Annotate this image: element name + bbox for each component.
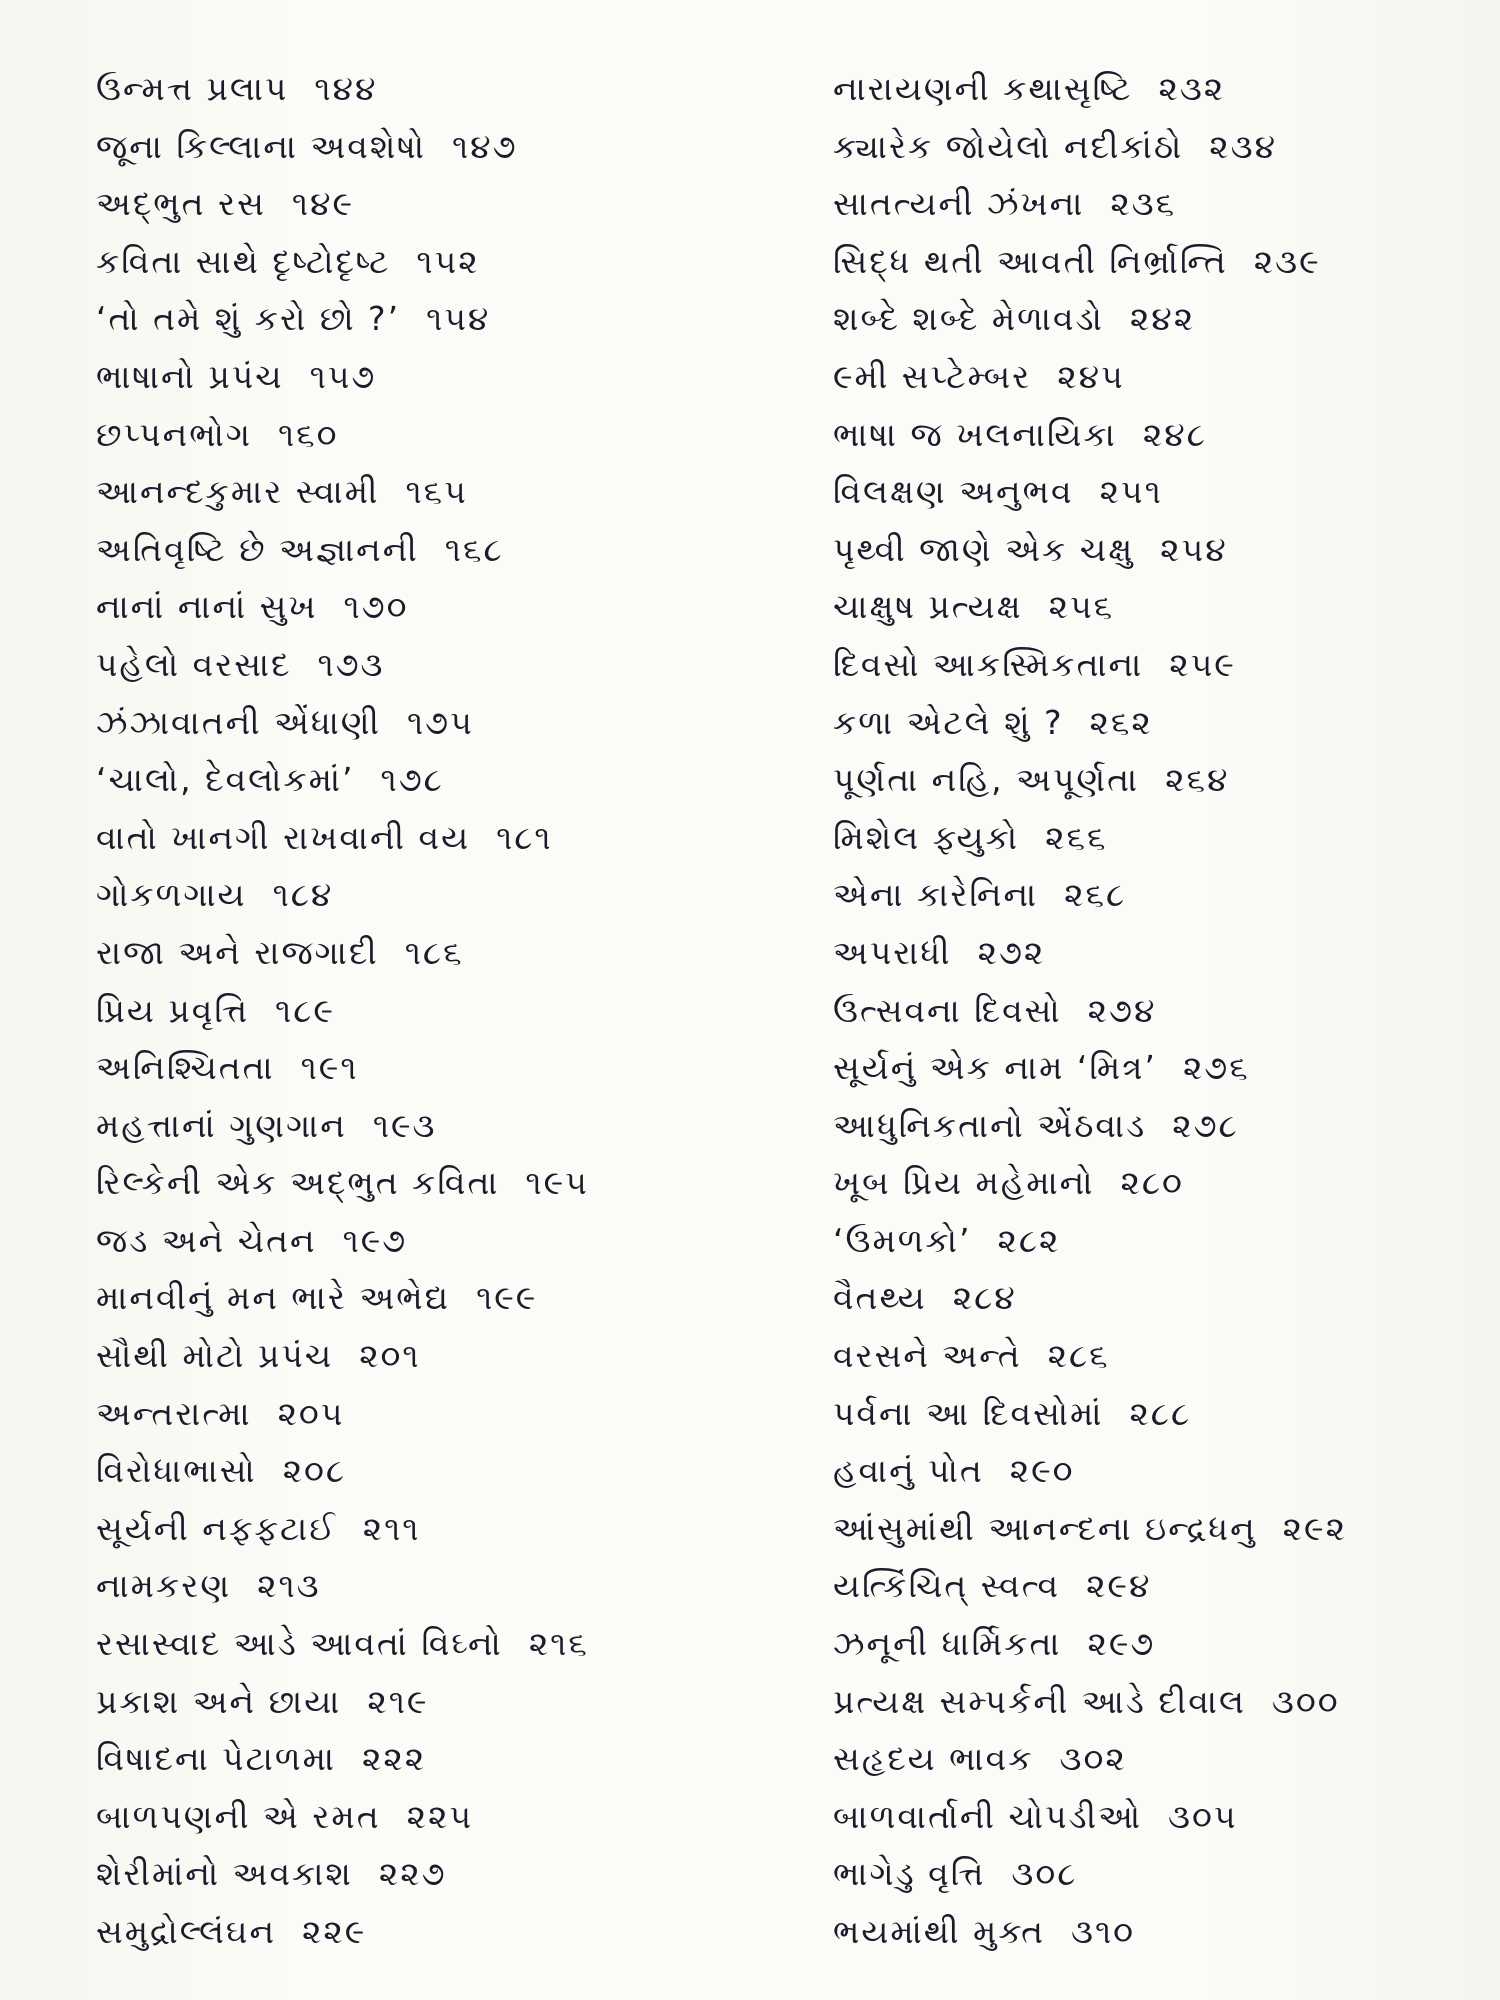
contents-entry (833, 924, 1433, 982)
entry-title: બાળવાર્તાની ચોપડીઓ (833, 1796, 1143, 1836)
entry-title: ઝનૂની ધાર્મિકતા (833, 1624, 1062, 1664)
entry-title: ‘ઉમળકો’ (833, 1220, 972, 1260)
entry-page-number: ૧૫૭ (309, 356, 377, 396)
entry-page-number: ૨૦૫ (277, 1393, 345, 1433)
entry-page-number: ૧૬૮ (444, 529, 504, 569)
entry-title: અદ્‌ભુત રસ (96, 184, 266, 224)
entry-title: છપ્પનભોગ (96, 414, 253, 454)
entry-title: વૈતથ્ય (833, 1278, 927, 1318)
entry-title: આધુનિકતાનો એંઠવાડ (833, 1105, 1147, 1145)
entry-title: કળા એટલે શું ? (833, 702, 1064, 742)
entry-title: ૯મી સપ્ટેમ્બર (833, 356, 1032, 396)
entry-title: સૂર્યનું એક નામ ‘મિત્ર’ (833, 1048, 1157, 1088)
entry-page-number: ૧૪૭ (452, 126, 518, 166)
entry-page-number: ૧૮૬ (404, 932, 464, 972)
contents-entry (96, 1615, 736, 1673)
entry-title: પ્રકાશ અને છાયા (96, 1681, 342, 1721)
contents-entry (833, 1500, 1433, 1558)
entry-title: વિષાદના પેટાળમા (96, 1739, 336, 1779)
contents-entry (833, 1557, 1433, 1615)
contents-entry (96, 578, 736, 636)
contents-entry (96, 1385, 736, 1443)
entry-page-number: ૨૭૮ (1172, 1105, 1239, 1145)
entry-title: પૂર્ણતા નહિ, અપૂર્ણતા (833, 760, 1140, 800)
entry-title: મહત્તાનાં ગુણગાન (96, 1105, 347, 1145)
entry-title: વિલક્ષણ અનુભવ (833, 472, 1074, 512)
entry-page-number: ૨૧૯ (367, 1681, 429, 1721)
contents-entry (96, 751, 736, 809)
entry-page-number: ૧૭૮ (380, 760, 444, 800)
entry-page-number: ૨૧૩ (257, 1566, 321, 1606)
entry-title: ક્યારેક જોયેલો નદીકાંઠો (833, 126, 1184, 166)
entry-page-number: ૧૭૫ (407, 702, 474, 742)
contents-entry (96, 175, 736, 233)
entry-page-number: ૧૯૯ (476, 1278, 538, 1318)
entry-title: મિશેલ ફ્યુકો (833, 817, 1020, 857)
contents-entry (833, 1903, 1433, 1961)
contents-entry (833, 348, 1433, 406)
contents-entry (833, 1212, 1433, 1270)
entry-title: પૃથ્વી જાણે એક ચક્ષુ (833, 529, 1135, 569)
entry-title: દિવસો આકસ્મિકતાના (833, 644, 1144, 684)
entry-title: સહૃદય ભાવક (833, 1739, 1034, 1779)
contents-entry (96, 60, 736, 118)
entry-page-number: ૨૮૬ (1047, 1336, 1110, 1376)
contents-entry (96, 118, 736, 176)
entry-title: અતિવૃષ્ટિ છે અજ્ઞાનની (96, 529, 419, 569)
contents-entry (833, 1730, 1433, 1788)
entry-page-number: ૨૯૭ (1087, 1624, 1156, 1664)
entry-page-number: ૧૭૩ (317, 644, 385, 684)
entry-page-number: ૧૮૪ (272, 875, 334, 915)
entry-title: સમુદ્રોલ્લંઘન (96, 1912, 277, 1951)
entry-page-number: ૩૦૨ (1059, 1739, 1127, 1779)
contents-entry (833, 809, 1433, 867)
entry-title: પ્રત્યક્ષ સમ્પર્કની આડે દીવાલ (833, 1681, 1246, 1721)
entry-title: નાનાં નાનાં સુખ (96, 587, 318, 627)
contents-entry (96, 1557, 736, 1615)
entry-page-number: ૧૫૨ (416, 241, 480, 281)
entry-title: ભાષા જ ખલનાયિકા (833, 414, 1117, 454)
entry-page-number: ૧૭૦ (343, 587, 409, 627)
entry-page-number: ૨૯૨ (1282, 1508, 1347, 1548)
entry-page-number: ૨૮૪ (952, 1278, 1017, 1318)
contents-entry (96, 290, 736, 348)
contents-entry (833, 1845, 1433, 1903)
contents-entry (96, 348, 736, 406)
entry-page-number: ૨૯૦ (1009, 1451, 1075, 1491)
entry-page-number: ૨૬૨ (1089, 702, 1153, 742)
contents-entry (833, 694, 1433, 752)
entry-title: માનવીનું મન ભારે અભેદ્ય (96, 1278, 451, 1318)
entry-page-number: ૨૮૮ (1129, 1393, 1192, 1433)
contents-entry (96, 1212, 736, 1270)
contents-entry (833, 1327, 1433, 1385)
entry-title: સિદ્ધ થતી આવતી નિર્ભ્રાન્તિ (833, 241, 1228, 281)
entry-page-number: ૨૮૦ (1120, 1163, 1184, 1203)
contents-entry (96, 1673, 736, 1731)
entry-title: ચાક્ષુષ પ્રત્યક્ષ (833, 587, 1023, 627)
contents-entry (833, 751, 1433, 809)
contents-entry (833, 521, 1433, 579)
contents-entry (96, 233, 736, 291)
entry-title: પર્વના આ દિવસોમાં (833, 1393, 1104, 1433)
entry-page-number: ૨૮૨ (997, 1220, 1061, 1260)
contents-entry (833, 290, 1433, 348)
entry-page-number: ૨૪૨ (1129, 299, 1196, 339)
entry-page-number: ૨૩૯ (1253, 241, 1321, 281)
contents-entry (96, 636, 736, 694)
entry-title: એના કારેનિના (833, 875, 1039, 915)
contents-entry (96, 1039, 736, 1097)
entry-title: સૌથી મોટો પ્રપંચ (96, 1336, 334, 1376)
contents-entry (833, 233, 1433, 291)
entry-page-number: ૧૬૦ (278, 414, 339, 454)
entry-page-number: ૧૯૫ (525, 1163, 589, 1203)
entry-title: હવાનું પોત (833, 1451, 984, 1491)
entry-page-number: ૨૫૬ (1048, 587, 1115, 627)
entry-title: સૂર્યની નફફટાઈ (96, 1508, 337, 1548)
contents-entry (833, 118, 1433, 176)
entry-page-number: ૧૮૯ (275, 990, 335, 1030)
contents-entry (96, 1097, 736, 1155)
entry-title: નામકરણ (96, 1566, 232, 1606)
contents-entry (96, 924, 736, 982)
contents-right-column (833, 60, 1433, 1961)
entry-page-number: ૨૫૯ (1169, 644, 1236, 684)
entry-page-number: ૨૩૨ (1158, 69, 1226, 108)
entry-page-number: ૨૧૬ (528, 1624, 589, 1664)
contents-entry (833, 1442, 1433, 1500)
contents-entry (833, 1385, 1433, 1443)
entry-title: અન્તરાત્મા (96, 1393, 252, 1433)
entry-title: ઉન્મત્ત પ્રલાપ (96, 69, 289, 108)
entry-page-number: ૧૪૪ (314, 69, 378, 108)
entry-title: ‘ચાલો, દેવલોકમાં’ (96, 760, 355, 800)
contents-entry (833, 1097, 1433, 1155)
entry-page-number: ૨૦૮ (282, 1451, 347, 1491)
entry-title: આંસુમાંથી આનન્દના ઇન્દ્રધનુ (833, 1508, 1257, 1548)
contents-entry (833, 1269, 1433, 1327)
entry-page-number: ૩૦૦ (1271, 1681, 1340, 1721)
entry-title: ભયમાંથી મુક્ત (833, 1912, 1046, 1951)
entry-page-number: ૧૯૭ (342, 1220, 408, 1260)
entry-title: પહેલો વરસાદ (96, 644, 292, 684)
entry-page-number: ૨૫૪ (1160, 529, 1228, 569)
contents-entry (96, 1154, 736, 1212)
entry-title: અનિશ્ચિતતા (96, 1048, 275, 1088)
entry-page-number: ૨૩૪ (1209, 126, 1278, 166)
entry-page-number: ૨૧૧ (362, 1508, 421, 1548)
contents-entry (96, 1845, 736, 1903)
entry-title: રિલ્કેની એક અદ્‌ભુત કવિતા (96, 1163, 500, 1203)
contents-entry (96, 463, 736, 521)
contents-entry (96, 521, 736, 579)
entry-page-number: ૨૪૮ (1142, 414, 1207, 454)
entry-title: ઝંઝાવાતની એંધાણી (96, 702, 381, 742)
entry-page-number: ૨૨૨ (362, 1739, 427, 1779)
contents-entry (833, 1788, 1433, 1846)
entry-page-number: ૨૬૮ (1064, 875, 1127, 915)
entry-title: રાજા અને રાજગાદી (96, 932, 379, 972)
entry-page-number: ૨૬૬ (1045, 817, 1108, 857)
entry-page-number: ૧૪૯ (291, 184, 354, 224)
entry-page-number: ૩૦૮ (1011, 1854, 1078, 1894)
entry-page-number: ૩૧૦ (1071, 1912, 1136, 1951)
contents-entry (833, 463, 1433, 521)
contents-entry (96, 809, 736, 867)
entry-title: બાળપણની એ રમત (96, 1796, 381, 1836)
entry-page-number: ૩૦૫ (1168, 1796, 1238, 1836)
contents-entry (96, 1269, 736, 1327)
contents-entry (96, 1903, 736, 1961)
contents-entry (96, 1327, 736, 1385)
entry-page-number: ૨૦૧ (359, 1336, 421, 1376)
entry-title: યત્કિંચિત્‌ સ્વત્વ (833, 1566, 1061, 1606)
entry-title: રસાસ્વાદ આડે આવતાં વિઘ્નો (96, 1624, 503, 1664)
entry-title: ઉત્સવના દિવસો (833, 990, 1062, 1030)
entry-title: સાતત્યની ઝંખના (833, 184, 1085, 224)
entry-page-number: ૨૭૪ (1087, 990, 1157, 1030)
entry-title: કવિતા સાથે દૃષ્ટોદૃષ્ટ (96, 241, 391, 281)
entry-page-number: ૧૯૩ (372, 1105, 437, 1145)
entry-title: ભાગેડુ વૃત્તિ (833, 1854, 986, 1894)
entry-title: આનન્દકુમાર સ્વામી (96, 472, 380, 512)
entry-title: અપરાધી (833, 932, 952, 972)
entry-title: શેરીમાંનો અવકાશ (96, 1854, 353, 1894)
contents-entry (96, 406, 736, 464)
entry-title: ‘તો તમે શું કરો છો ?’ (96, 299, 401, 339)
entry-title: ભાષાનો પ્રપંચ (96, 356, 284, 396)
entry-title: પ્રિય પ્રવૃત્તિ (96, 990, 250, 1030)
entry-page-number: ૨૪૫ (1057, 356, 1125, 396)
entry-page-number: ૨૩૬ (1110, 184, 1177, 224)
entry-title: શબ્દે શબ્દે મેળાવડો (833, 299, 1104, 339)
entry-title: ગોકળગાય (96, 875, 247, 915)
contents-entry (833, 406, 1433, 464)
entry-title: ખૂબ પ્રિય મહેમાનો (833, 1163, 1095, 1203)
entry-page-number: ૧૯૧ (300, 1048, 359, 1088)
contents-entry (833, 866, 1433, 924)
contents-entry (833, 1154, 1433, 1212)
contents-entry (96, 1442, 736, 1500)
entry-page-number: ૨૨૫ (406, 1796, 474, 1836)
contents-entry (96, 1730, 736, 1788)
contents-entry (96, 982, 736, 1040)
entry-page-number: ૨૬૪ (1165, 760, 1230, 800)
entry-page-number: ૨૭૨ (977, 932, 1046, 972)
entry-page-number: ૧૮૧ (496, 817, 553, 857)
entry-page-number: ૨૫૧ (1099, 472, 1163, 512)
entry-page-number: ૨૭૬ (1182, 1048, 1250, 1088)
entry-page-number: ૨૨૭ (378, 1854, 447, 1894)
contents-entry (833, 1039, 1433, 1097)
contents-left-column (96, 60, 736, 1961)
entry-page-number: ૨૨૯ (302, 1912, 367, 1951)
contents-entry (833, 636, 1433, 694)
contents-entry (833, 60, 1433, 118)
entry-title: વિરોધાભાસો (96, 1451, 257, 1491)
contents-entry (833, 175, 1433, 233)
contents-entry (833, 1615, 1433, 1673)
contents-entry (96, 694, 736, 752)
contents-entry (96, 1500, 736, 1558)
entry-page-number: ૨૯૪ (1086, 1566, 1152, 1606)
entry-title: જડ અને ચેતન (96, 1220, 317, 1260)
entry-title: નારાયણની કથાસૃષ્ટિ (833, 69, 1133, 108)
entry-page-number: ૧૬૫ (405, 472, 468, 512)
contents-entry (833, 982, 1433, 1040)
entry-title: વાતો ખાનગી રાખવાની વય (96, 817, 471, 857)
contents-entry (96, 1788, 736, 1846)
entry-title: વરસને અન્તે (833, 1336, 1022, 1376)
entry-page-number: ૧૫૪ (426, 299, 491, 339)
contents-entry (833, 578, 1433, 636)
entry-title: જૂના કિલ્લાના અવશેષો (96, 126, 427, 166)
contents-entry (96, 866, 736, 924)
contents-entry (833, 1673, 1433, 1731)
